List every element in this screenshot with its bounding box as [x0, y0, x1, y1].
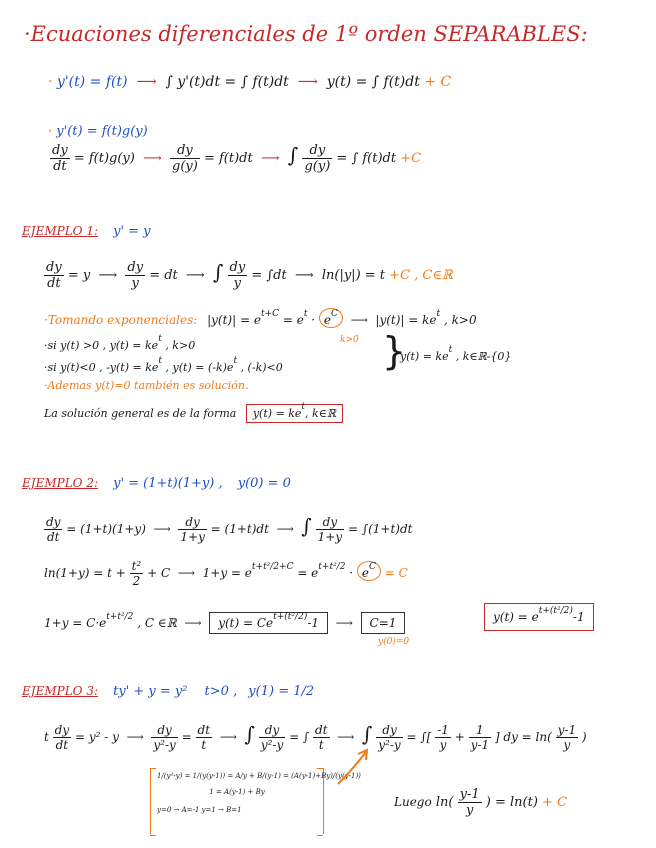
arrow-right-icon: ⟶: [272, 522, 298, 536]
ex1-case-neg-mid: , y(t) = (-k)e: [165, 361, 234, 374]
example3-label: EJEMPLO 3:: [22, 684, 98, 698]
case1-rhs: y(t) = ∫ f(t)dt: [326, 74, 420, 90]
example1-label: EJEMPLO 1:: [22, 224, 98, 238]
arrow-right-icon: ⟶: [149, 522, 175, 536]
ex2-l4-d-sup: t+t²/2: [318, 562, 346, 572]
arrow-right-icon: ⟶: [181, 268, 209, 283]
ex1-exp-label: ·Tomando exponenciales:: [44, 313, 198, 327]
ex1-l1-rest: = y: [67, 268, 91, 283]
frac: $\frac{dy}{\text{y²-y}}$: [260, 723, 284, 752]
arrow-right-icon: ⟶: [173, 566, 199, 580]
example1-exp-line: [44, 308, 477, 328]
example3-line1: [44, 722, 587, 751]
ec-circled: $e^C$: [319, 308, 343, 328]
ex1-exp-sup: t+C: [260, 309, 279, 319]
frac: $\frac{1}{y-1}$: [470, 723, 490, 752]
ex1-l4: ln(|y|) = t: [321, 268, 386, 283]
ex2-l4-c: 1+y = e: [202, 566, 252, 580]
frac: $\frac{dy}{dt}$: [46, 515, 61, 544]
ex2-l4-d: = e: [297, 566, 319, 580]
ex2-l2-rest: = (1+t)dt: [210, 522, 269, 536]
arrow-right-icon: ⟶: [333, 730, 359, 744]
example3-cond2: y(1) = 1/2: [248, 684, 315, 699]
ex1-brace-tail: , k∈ℝ-{0}: [455, 350, 512, 363]
integral-sign: ∫: [244, 722, 255, 746]
case2-plus-c: +C: [400, 151, 422, 166]
example1-eq: y' = y: [113, 224, 151, 239]
final-solution: $y(t) = e^{t+(t^2/2)}-1$: [484, 603, 594, 631]
y0-note: y(0)=0: [378, 637, 410, 647]
example1-also: ·Ademas y(t)=0 también es solución.: [44, 379, 249, 392]
integral-sign: ∫: [287, 143, 299, 167]
pf-line2: 1 = A(y-1) + By: [209, 788, 265, 796]
ex2-l4-b: + C: [147, 566, 171, 580]
example1-case-pos: [44, 334, 195, 352]
frac: $\frac{dy}{y}$: [127, 260, 144, 291]
pf-line3: y=0 → A=-1 y=1 → B=1: [157, 806, 242, 814]
frac: $\frac{dy}{g(y)}$: [304, 143, 331, 174]
ex2-l4-dot: ·: [349, 566, 354, 580]
ex2-l4-a: ln(1+y) = t +: [44, 566, 126, 580]
ex3-luego-word: Luego: [394, 795, 432, 809]
case2-line: [50, 143, 421, 173]
example1-header: [22, 220, 151, 239]
frac: $\frac{dy}{dt}$: [54, 723, 70, 752]
ex1-exp-dot: ·: [311, 313, 316, 327]
case1-plus-c: + C: [424, 74, 452, 90]
frac: $\frac{dy}{\text{y²-y}}$: [153, 723, 176, 752]
ex1-case-pos-tail: , k>0: [165, 339, 196, 352]
example2-cond: y(0) = 0: [237, 476, 291, 491]
ex3-luego-c: + C: [542, 795, 568, 810]
case1-bullet: ·: [48, 74, 53, 90]
ex3-l1-a: t: [44, 730, 49, 744]
frac: $\frac{dy}{dt}$: [52, 143, 68, 174]
integral-sign: ∫: [301, 514, 312, 538]
constant-box: C=1: [361, 612, 406, 634]
ex1-case-neg-sup: t: [158, 356, 163, 366]
partial-fractions-bracket: [150, 768, 361, 834]
ex1-case-neg: ·si y(t)<0 , -y(t) = ke: [44, 361, 159, 374]
arrow-right-icon: ⟶: [138, 151, 166, 166]
ex1-case-neg-tail: , (-k)<0: [240, 361, 283, 374]
frac: $\frac{y-1}{y}$: [557, 723, 577, 752]
example2-eq: y' = (1+t)(1+y) ,: [113, 476, 223, 491]
solution-box-1: $y(t) = Ce^{t+(t^2/2)}-1$: [209, 612, 328, 634]
frac: $\frac{-1}{y}$: [437, 723, 449, 752]
frac: $\frac{dt}{t}$: [315, 723, 328, 752]
arrow-right-icon: ⟶: [180, 616, 206, 630]
case2-mid-rest: = f(t)dt: [203, 151, 253, 166]
ex2-l1-rest: = (1+t)(1+y): [66, 522, 146, 536]
ex3-l2-eq: =: [181, 730, 192, 744]
ex3-l4-plus: +: [454, 730, 465, 744]
ex3-l1-rest: = y² - y: [74, 730, 119, 744]
arrow-right-icon: ⟶: [331, 616, 357, 630]
ex1-l4-c: +C , C∈ℝ: [389, 268, 453, 283]
general-solution-box: $y(t) = ke^t$, k∈ℝ: [246, 404, 343, 423]
case1-line: [48, 74, 451, 90]
k-note: k>0: [340, 335, 359, 345]
arrow-right-icon: ⟶: [256, 151, 284, 166]
example3-header: [22, 680, 314, 699]
case1-lhs: y'(t) = f(t): [56, 74, 128, 90]
case2-head: [48, 124, 148, 139]
arrow-right-icon: ⟶: [215, 730, 241, 744]
example2-line2: [44, 560, 408, 587]
bracket-left-cap: [150, 768, 156, 836]
ex3-luego-b: ) = ln(t): [485, 795, 538, 810]
example1-line1: [44, 260, 453, 290]
ex1-exp-result: |y(t)| = ke: [375, 313, 437, 327]
case2-head-eq: y'(t) = f(t)g(y): [56, 124, 148, 139]
ex1-l2-rest: = dt: [149, 268, 178, 283]
arrow-right-icon: ⟶: [293, 74, 323, 90]
example3-luego: [394, 788, 567, 817]
brace-icon: }: [382, 329, 407, 373]
frac: $\frac{dy}{y}$: [229, 260, 246, 291]
example3-eq: ty' + y = y²: [113, 684, 188, 699]
ex1-exp-sup2: t: [303, 309, 308, 319]
ex3-l3-eq: = ∫: [289, 730, 310, 744]
case2-lhs-rest: = f(t)g(y): [73, 151, 135, 166]
ex2-l4-c-sup: t+t²/2+C: [251, 562, 294, 572]
example3-cond1: t>0 ,: [204, 684, 238, 699]
frac: $\frac{\text{t²}}{2}$: [131, 559, 142, 588]
example2-label: EJEMPLO 2:: [22, 476, 98, 490]
frac: $\frac{dt}{t}$: [197, 723, 211, 752]
example1-general: [44, 402, 343, 420]
integral-sign: ∫: [212, 260, 224, 284]
arrow-right-icon: ⟶: [132, 74, 162, 90]
frac: $\frac{y-1}{y}$: [459, 787, 480, 818]
case2-rhs-rest: = ∫ f(t)dt: [336, 151, 397, 166]
bracket-right-cap: [317, 768, 323, 836]
ex1-case-pos: ·si y(t) >0 , y(t) = ke: [44, 339, 159, 352]
frac: $\frac{dy}{\text{y²-y}}$: [378, 723, 401, 752]
arrow-right-icon: ⟶: [122, 730, 148, 744]
frac: $\frac{dy}{1+y}$: [317, 515, 343, 544]
ex2-l5-a: 1+y = C·e: [44, 616, 107, 630]
ex2-l3-rest: = ∫(1+t)dt: [347, 522, 413, 536]
ex1-general: La solución general es de la forma: [44, 407, 237, 420]
ex1-exp-eq: |y(t)| = e: [207, 313, 261, 327]
case2-bullet: ·: [48, 124, 53, 139]
ex1-brace-result: y(t) = ke: [400, 350, 449, 363]
ec-circled: $e^C$: [357, 561, 381, 581]
ex2-eq-c: = C: [384, 566, 408, 580]
ex3-l4-rest: = ∫[: [406, 730, 432, 744]
example1-case-neg: [44, 356, 283, 374]
case1-mid: ∫ y'(t)dt = ∫ f(t)dt: [165, 74, 289, 90]
example2-line1: [44, 514, 412, 543]
ex2-l5-a-sup: t+t²/2: [106, 612, 134, 622]
frac: $\frac{dy}{g(y)}$: [172, 143, 198, 174]
ex1-exp-eq2: = e: [282, 313, 304, 327]
arrow-right-icon: ⟶: [346, 313, 372, 327]
integral-sign: ∫: [362, 722, 373, 746]
ex1-exp-result-tail: , k>0: [443, 313, 477, 327]
example2-line3: [44, 612, 405, 630]
ex1-case-pos-sup: t: [158, 334, 162, 344]
ex1-case-neg-sup2: t: [233, 356, 238, 366]
ex1-l3-rest: = ∫dt: [251, 268, 287, 283]
ex3-luego-a: ln(: [435, 795, 454, 810]
arrow-right-icon: ⟶: [290, 268, 318, 283]
example2-header: [22, 472, 291, 491]
pf-line1: 1/(y²-y) = 1/(y(y-1)) = A/y + B/(y-1) = (A(y-1)+By)/(y(y-1)): [157, 772, 361, 780]
ex3-l4-close: ] dy = ln(: [494, 730, 552, 744]
ex3-l4-end: ): [581, 730, 587, 744]
ex2-l5-b: , C ∈ℝ: [137, 616, 177, 630]
ex1-brace-sup: t: [448, 345, 453, 355]
frac: $\frac{dy}{1+y}$: [180, 515, 205, 544]
ex1-exp-result-sup: t: [436, 309, 441, 319]
page-title: ·Ecuaciones diferenciales de 1º orden SEPARABLES:: [24, 22, 588, 46]
final-solution-box: [484, 606, 594, 624]
frac: $\frac{dy}{dt}$: [46, 260, 62, 291]
example1-brace-result: [400, 345, 511, 363]
arrow-right-icon: ⟶: [94, 268, 122, 283]
